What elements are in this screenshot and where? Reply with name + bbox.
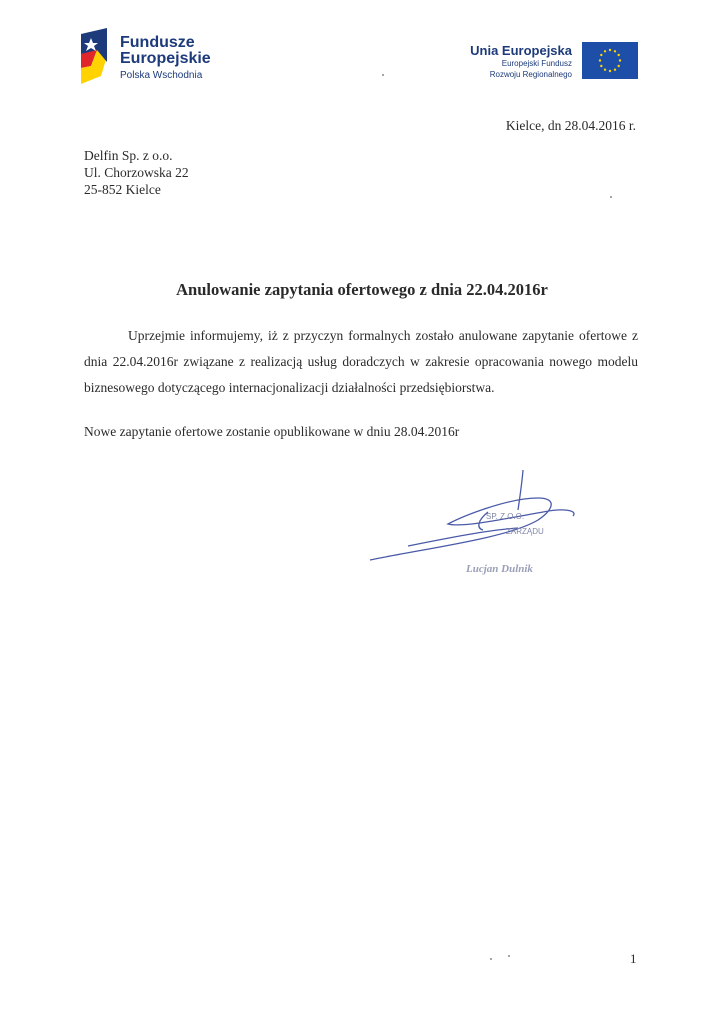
fundusze-europejskie-star-icon [77,28,115,84]
ue-title: Unia Europejska [470,43,572,58]
unia-europejska-text [470,43,572,80]
scan-speck [382,74,384,76]
fundusze-europejskie-logo [77,28,115,89]
signatory-name: Lucjan Dulnik [466,563,533,575]
signature-stamp [368,468,608,593]
scan-speck [508,955,510,957]
fundusze-europejskie-text [120,35,211,83]
ue-sub-line2: Rozwoju Regionalnego [489,70,572,79]
letter-body: Uprzejmie informujemy, iż z przyczyn formalnych zostało anulowane zapytanie ofertowe z dnia 22.04.2016r związane z realizacją usług doradczych w zakresie opracowania nowego modelu biznesowego dotyczącego internacjonalizacji działalności przedsiębiorstwa. [84,328,638,395]
eu-flag-icon [582,42,638,79]
letter-date: Kielce, dn 28.04.2016 r. [505,118,636,133]
page-number: 1 [630,951,637,966]
stamp-line1: SP. Z O.O. [486,512,525,521]
stamp-line2: ZARZĄDU [506,527,544,536]
letter-subject: Anulowanie zapytania ofertowego z dnia 22.04.2016r [176,280,548,299]
letter-notice: Nowe zapytanie ofertowe zostanie opublikowane w dniu 28.04.2016r [84,424,460,439]
fe-title-line2: Europejskie [120,50,211,67]
fe-title-line1: Fundusze [120,34,195,51]
fe-subtitle: Polska Wschodnia [120,70,203,81]
scan-speck [490,958,492,960]
scan-speck [610,196,612,198]
recipient-city: 25-852 Kielce [84,182,161,197]
recipient-street: Ul. Chorzowska 22 [84,165,189,180]
ue-sub-line1: Europejski Fundusz [501,59,572,68]
recipient-address [84,147,189,198]
recipient-name: Delfin Sp. z o.o. [84,148,173,163]
